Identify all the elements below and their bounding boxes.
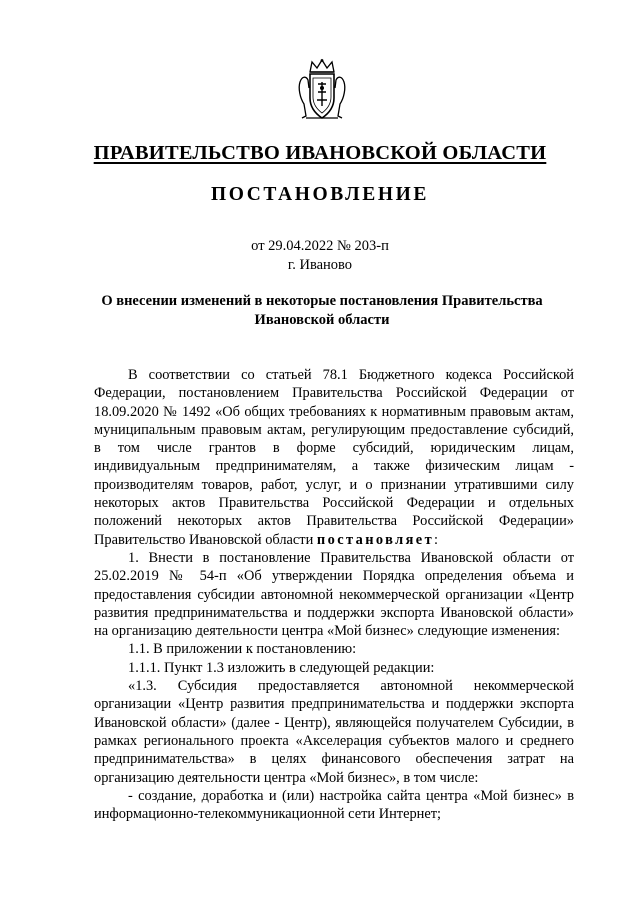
- coat-of-arms-icon: [296, 58, 348, 122]
- government-title: ПРАВИТЕЛЬСТВО ИВАНОВСКОЙ ОБЛАСТИ: [93, 142, 547, 164]
- resolves-word: постановляет: [316, 531, 435, 548]
- paragraph-quote-1-3: «1.3. Субсидия предоставляется автономной некоммерческой организации «Центр развития предпринимательства и поддержки экспорта Ивановской области» (далее - Центр), являющейся получателем Субсидии, в рамках регионального проекта «Акселерация субъектов малого и среднего предпринимательства» в целях финансового обеспечения затрат на организацию деятельности центра «Мой бизнес», в том числе:: [94, 678, 574, 786]
- document-subject: О внесении изменений в некоторые постановления Правительства Ивановской области: [101, 293, 543, 328]
- preamble-text: В соответствии со статьей 78.1 Бюджетного кодекса Российской Федерации, постановлением Правительства Российской Федерации от 18.09.2020 № 1492 «Об общих требованиях к нормативным правовым актам, муниципальным правовым актам, регулирующим предоставление субсидий, в том числе грантов в форме субсидий, юридическим лицам, индивидуальным предпринимателям, а также физическим лицам - производителям товаров, работ, услуг, и о признании утратившими силу некоторых актов Правительства Российской Федерации и отдельных положений некоторых актов Правительства Российской Федерации» Правительство Ивановской области: [94, 367, 574, 548]
- city: г. Иваново: [287, 257, 353, 273]
- document-body: [94, 366, 574, 823]
- document-type: ПОСТАНОВЛЕНИЕ: [210, 184, 430, 205]
- date-number: от 29.04.2022 № 203-п: [251, 238, 389, 254]
- paragraph-list-item: - создание, доработка и (или) настройка сайта центра «Мой бизнес» в информационно-телекоммуникационной сети Интернет;: [94, 787, 574, 823]
- paragraph-item-1-1-1: 1.1.1. Пункт 1.3 изложить в следующей редакции:: [128, 659, 435, 676]
- paragraph-item-1: 1. Внести в постановление Правительства Ивановской области от 25.02.2019 № 54-п «Об утверждении Порядка определения объема и предоставления субсидии автономной некоммерческой организации «Центр развития предпринимательства и поддержки экспорта Ивановской области» на организацию деятельности центра «Мой бизнес» следующие изменения:: [94, 549, 574, 640]
- preamble-colon: :: [434, 531, 439, 548]
- paragraph-item-1-1: 1.1. В приложении к постановлению:: [128, 641, 357, 658]
- paragraph-preamble: [94, 366, 574, 549]
